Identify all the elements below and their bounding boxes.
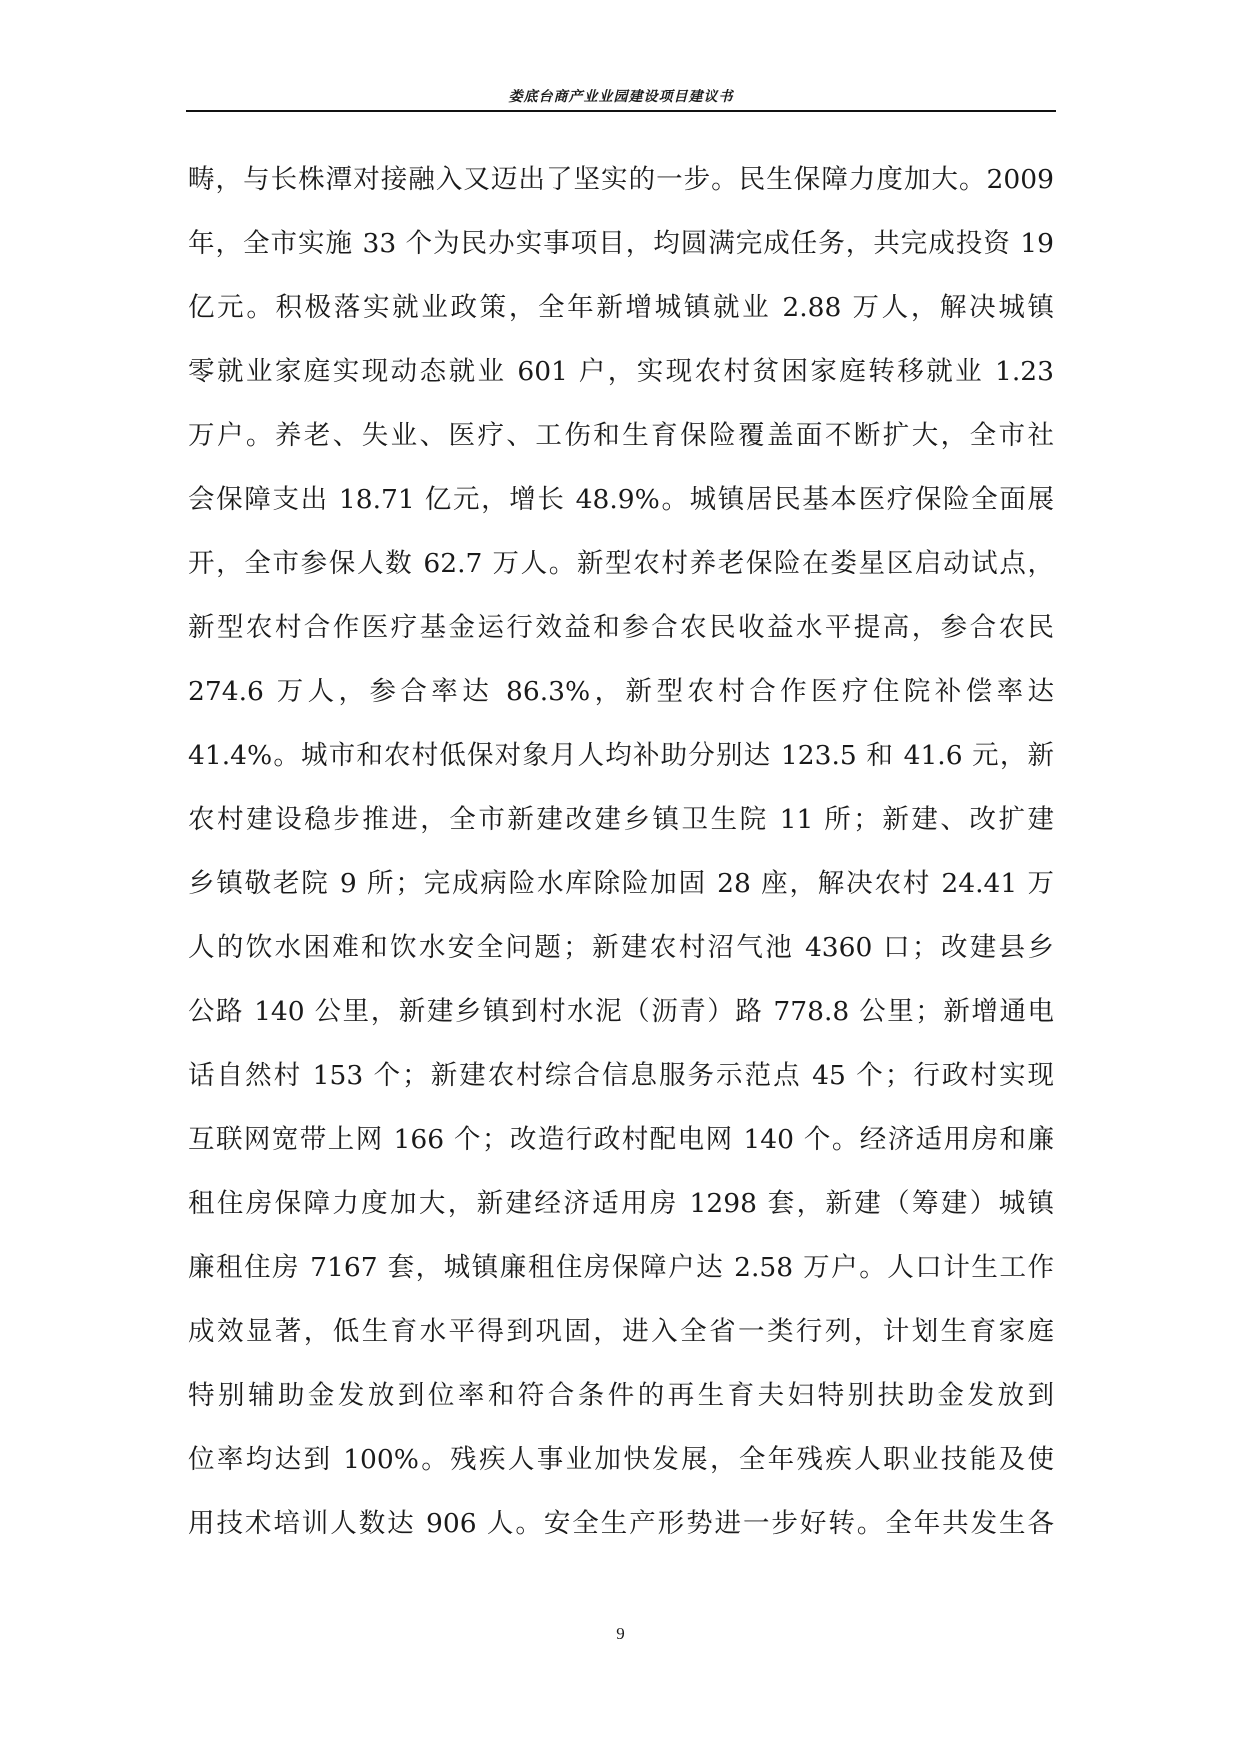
text-line: 新型农村合作医疗基金运行效益和参合农民收益水平提高，参合农民 bbox=[188, 612, 1054, 643]
text-line: 人的饮水困难和饮水安全问题；新建农村沼气池 4360 口；改建县乡 bbox=[188, 932, 1054, 963]
text-line: 274.6 万人，参合率达 86.3%，新型农村合作医疗住院补偿率达 bbox=[188, 676, 1054, 707]
page-number: 9 bbox=[616, 1624, 625, 1643]
text-line: 特别辅助金发放到位率和符合条件的再生育夫妇特别扶助金发放到 bbox=[188, 1380, 1054, 1411]
running-header: 娄底台商产业业园建设项目建议书 bbox=[508, 89, 734, 105]
text-line: 开，全市参保人数 62.7 万人。新型农村养老保险在娄星区启动试点， bbox=[188, 548, 1054, 579]
text-line: 万户。养老、失业、医疗、工伤和生育保险覆盖面不断扩大，全市社 bbox=[188, 420, 1054, 451]
text-line: 农村建设稳步推进，全市新建改建乡镇卫生院 11 所；新建、改扩建 bbox=[188, 804, 1054, 835]
text-line: 亿元。积极落实就业政策，全年新增城镇就业 2.88 万人，解决城镇 bbox=[188, 292, 1054, 323]
text-line: 用技术培训人数达 906 人。安全生产形势进一步好转。全年共发生各 bbox=[188, 1508, 1054, 1539]
text-line: 乡镇敬老院 9 所；完成病险水库除险加固 28 座，解决农村 24.41 万 bbox=[188, 868, 1054, 899]
text-line: 会保障支出 18.71 亿元，增长 48.9%。城镇居民基本医疗保险全面展 bbox=[188, 484, 1054, 515]
text-line: 成效显著，低生育水平得到巩固，进入全省一类行列，计划生育家庭 bbox=[188, 1316, 1054, 1347]
text-line: 零就业家庭实现动态就业 601 户，实现农村贫困家庭转移就业 1.23 bbox=[188, 356, 1054, 387]
text-line: 话自然村 153 个；新建农村综合信息服务示范点 45 个；行政村实现 bbox=[188, 1060, 1054, 1091]
text-line: 公路 140 公里，新建乡镇到村水泥（沥青）路 778.8 公里；新增通电 bbox=[188, 996, 1054, 1027]
text-line: 廉租住房 7167 套，城镇廉租住房保障户达 2.58 万户。人口计生工作 bbox=[188, 1252, 1054, 1283]
text-line: 租住房保障力度加大，新建经济适用房 1298 套，新建（筹建）城镇 bbox=[188, 1188, 1054, 1219]
body-text bbox=[188, 160, 1054, 1568]
header-divider bbox=[186, 110, 1056, 112]
text-line: 位率均达到 100%。残疾人事业加快发展，全年残疾人职业技能及使 bbox=[188, 1444, 1054, 1475]
text-line: 年，全市实施 33 个为民办实事项目，均圆满完成任务，共完成投资 19 bbox=[188, 228, 1054, 259]
text-line: 互联网宽带上网 166 个；改造行政村配电网 140 个。经济适用房和廉 bbox=[188, 1124, 1054, 1155]
text-line: 畴，与长株潭对接融入又迈出了坚实的一步。民生保障力度加大。2009 bbox=[188, 164, 1054, 195]
text-line: 41.4%。城市和农村低保对象月人均补助分别达 123.5 和 41.6 元，新 bbox=[188, 740, 1054, 771]
